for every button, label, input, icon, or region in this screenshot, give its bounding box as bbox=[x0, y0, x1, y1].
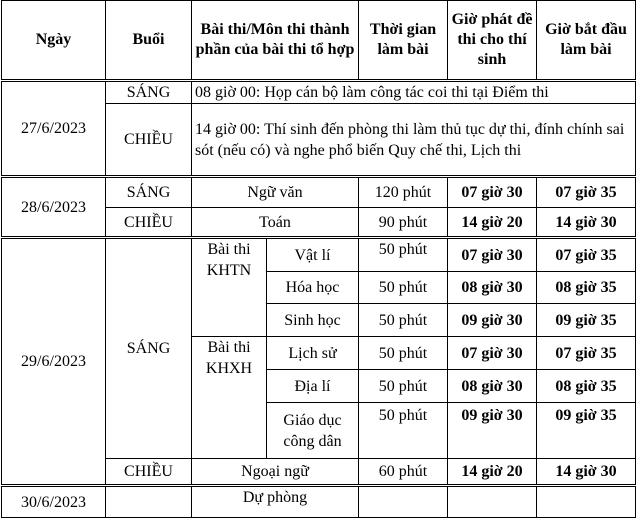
date-cell: 30/6/2023 bbox=[2, 486, 106, 518]
header-buoi: Buổi bbox=[106, 1, 192, 81]
header-gio-phat: Giờ phát đề thi cho thí sinh bbox=[448, 1, 537, 81]
phat-cell: 07 giờ 30 bbox=[448, 177, 537, 208]
group-cell: Bài thi KHXH bbox=[192, 337, 267, 459]
batdau-cell: 07 giờ 35 bbox=[537, 337, 636, 370]
phat-cell: 09 giờ 30 bbox=[448, 304, 537, 337]
date-cell: 28/6/2023 bbox=[2, 177, 106, 238]
duration-cell: 50 phút bbox=[359, 238, 448, 272]
date-cell: 27/6/2023 bbox=[2, 81, 106, 177]
phat-cell: 09 giờ 30 bbox=[448, 403, 537, 459]
phat-cell: 07 giờ 30 bbox=[448, 238, 537, 272]
duration-cell: 50 phút bbox=[359, 337, 448, 370]
subject-cell: Sinh học bbox=[267, 304, 359, 337]
subject-cell: Dự phòng bbox=[192, 486, 359, 518]
phat-cell: 07 giờ 30 bbox=[448, 337, 537, 370]
batdau-cell: 09 giờ 35 bbox=[537, 403, 636, 459]
duration-cell: 50 phút bbox=[359, 304, 448, 337]
header-thoi-gian: Thời gian làm bài bbox=[359, 1, 448, 81]
phat-cell bbox=[448, 486, 537, 518]
phat-cell: 14 giờ 20 bbox=[448, 208, 537, 238]
session-cell: SÁNG bbox=[106, 238, 192, 459]
table-row bbox=[2, 486, 636, 518]
header-ngay: Ngày bbox=[2, 1, 106, 81]
batdau-cell: 09 giờ 35 bbox=[537, 304, 636, 337]
exam-schedule-table bbox=[1, 0, 636, 518]
subject-cell: Hóa học bbox=[267, 272, 359, 304]
duration-cell: 50 phút bbox=[359, 272, 448, 304]
group-cell: Bài thi KHTN bbox=[192, 238, 267, 337]
header-gio-bat-dau: Giờ bắt đầu làm bài bbox=[537, 1, 636, 81]
subject-cell: Giáo dục công dân bbox=[267, 403, 359, 459]
subject-cell: Ngoại ngữ bbox=[192, 459, 359, 486]
subject-cell: Lịch sử bbox=[267, 337, 359, 370]
duration-cell: 90 phút bbox=[359, 208, 448, 238]
subject-cell: Ngữ văn bbox=[192, 177, 359, 208]
batdau-cell: 14 giờ 30 bbox=[537, 459, 636, 486]
session-cell: CHIỀU bbox=[106, 104, 192, 177]
session-cell: SÁNG bbox=[106, 177, 192, 208]
duration-cell: 120 phút bbox=[359, 177, 448, 208]
header-row bbox=[2, 1, 636, 81]
date-cell: 29/6/2023 bbox=[2, 238, 106, 486]
session-cell bbox=[106, 486, 192, 518]
session-cell: CHIỀU bbox=[106, 208, 192, 238]
duration-cell: 50 phút bbox=[359, 403, 448, 459]
batdau-cell: 14 giờ 30 bbox=[537, 208, 636, 238]
header-bai-thi: Bài thi/Môn thi thành phần của bài thi tổ hợp bbox=[192, 1, 359, 81]
subject-cell: Toán bbox=[192, 208, 359, 238]
subject-cell: Địa lí bbox=[267, 370, 359, 403]
batdau-cell: 08 giờ 35 bbox=[537, 370, 636, 403]
batdau-cell: 07 giờ 35 bbox=[537, 238, 636, 272]
duration-cell: 60 phút bbox=[359, 459, 448, 486]
table-row bbox=[2, 238, 636, 272]
phat-cell: 08 giờ 30 bbox=[448, 370, 537, 403]
subject-cell: Vật lí bbox=[267, 238, 359, 272]
table-row bbox=[2, 177, 636, 208]
session-cell: SÁNG bbox=[106, 81, 192, 104]
batdau-cell bbox=[537, 486, 636, 518]
duration-cell: 50 phút bbox=[359, 370, 448, 403]
batdau-cell: 07 giờ 35 bbox=[537, 177, 636, 208]
phat-cell: 14 giờ 20 bbox=[448, 459, 537, 486]
note-cell: 08 giờ 00: Họp cán bộ làm công tác coi thi tại Điểm thi bbox=[192, 81, 636, 104]
session-cell: CHIỀU bbox=[106, 459, 192, 486]
table-row bbox=[2, 81, 636, 104]
duration-cell bbox=[359, 486, 448, 518]
note-cell: 14 giờ 00: Thí sinh đến phòng thi làm thủ tục dự thi, đính chính sai sót (nếu có) và nghe phổ biến Quy chế thi, Lịch thi bbox=[192, 104, 636, 177]
batdau-cell: 08 giờ 35 bbox=[537, 272, 636, 304]
phat-cell: 08 giờ 30 bbox=[448, 272, 537, 304]
